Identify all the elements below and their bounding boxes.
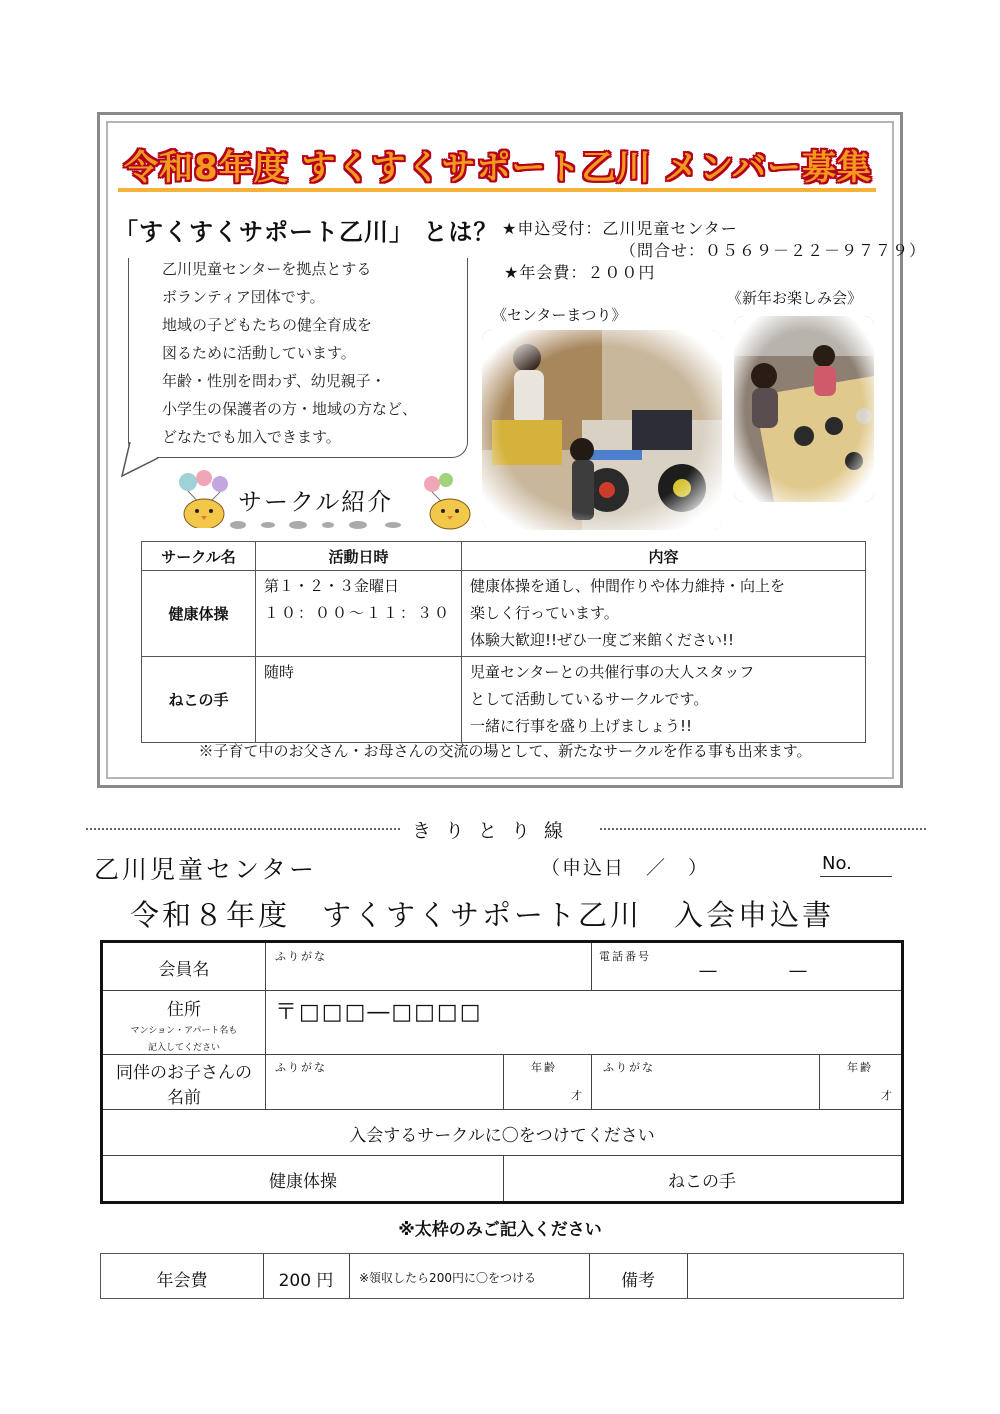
- row-divider: [103, 1054, 901, 1055]
- application-form: [100, 940, 904, 1204]
- table-row: [142, 571, 866, 657]
- col-divider: [591, 943, 592, 990]
- schedule-line: １０：００～１１：３０: [264, 604, 452, 622]
- remarks-label: 備考: [621, 1271, 655, 1291]
- child-label: 名前: [167, 1088, 201, 1108]
- child-name-field-2[interactable]: [593, 1075, 817, 1107]
- mascot-left: [174, 470, 230, 528]
- circle-select-prompt: 入会するサークルに〇をつけてください: [349, 1126, 655, 1146]
- content-line: 一緒に行事を盛り上げましょう!!: [470, 717, 693, 735]
- mascot-right: [418, 472, 474, 530]
- inquiry-info: （問合せ：０５６９－２２－９７７９）: [620, 241, 927, 260]
- cut-line-right: [600, 828, 926, 830]
- center-name: 乙川児童センター: [94, 855, 318, 884]
- poster-title: 令和8年度 すくすくサポート乙川 メンバー募集: [124, 148, 872, 188]
- circle-content: [462, 571, 866, 657]
- schedule-line: 随時: [264, 663, 295, 681]
- row-divider: [103, 1109, 901, 1110]
- circle-schedule: [256, 571, 462, 657]
- schedule-line: 第１・２・３金曜日: [264, 577, 400, 595]
- what-heading: 「すくすくサポート乙川」 とは？: [114, 218, 499, 246]
- description-line: 図るために活動しています。: [162, 344, 356, 362]
- furigana-label: ふりがな: [603, 1061, 655, 1074]
- age-label: 年齢: [531, 1061, 557, 1074]
- postal-code-field[interactable]: 〒□□□―□□□□: [275, 1000, 483, 1025]
- table-header-row: [142, 542, 866, 571]
- description-line: 地域の子どもたちの健全育成を: [162, 316, 373, 334]
- address-note: マンション・アパート名も: [130, 1026, 238, 1036]
- remarks-field[interactable]: [689, 1256, 901, 1296]
- content-line: 児童センターとの共催行事の大人スタッフ: [470, 663, 755, 681]
- bold-frame-note: ※太枠のみご記入ください: [398, 1220, 602, 1240]
- phone-label: 電話番号: [599, 950, 651, 963]
- table-header: サークル名: [142, 542, 256, 571]
- fee-note: ※領収したら200円に〇をつける: [359, 1271, 536, 1285]
- child-age-field-1[interactable]: [505, 1075, 565, 1107]
- col-divider: [819, 1054, 820, 1109]
- age-unit: 才: [881, 1089, 894, 1102]
- fee-amount: 200 円: [278, 1271, 334, 1291]
- table-row: [142, 657, 866, 743]
- col-divider: [687, 1254, 688, 1298]
- circle-name: ねこの手: [142, 657, 256, 743]
- description-line: 乙川児童センターを拠点とする: [162, 260, 372, 278]
- col-divider: [503, 1054, 504, 1109]
- description-line: 小学生の保護者の方・地域の方など、: [162, 400, 418, 418]
- address-note: 記入してください: [147, 1043, 220, 1053]
- annual-fee-info: ★年会費：２００円: [504, 263, 656, 282]
- cut-line-left: [86, 828, 400, 830]
- furigana-label: ふりがな: [275, 950, 327, 963]
- phone-dash: ―: [789, 961, 807, 981]
- fee-table: [100, 1253, 904, 1299]
- number-underline: [820, 876, 892, 877]
- col-divider: [265, 943, 266, 1109]
- phone-dash: ―: [699, 961, 717, 981]
- photo-label-festival: 《センターまつり》: [492, 306, 627, 324]
- apply-date: （申込日 ／ ）: [541, 857, 710, 879]
- circle-content: [462, 657, 866, 743]
- circle-table: [141, 541, 866, 743]
- table-header: 内容: [462, 542, 866, 571]
- age-unit: 才: [571, 1089, 584, 1102]
- circle-schedule: [256, 657, 462, 743]
- number-label: No.: [822, 853, 852, 874]
- circle-choice-kenko[interactable]: 健康体操: [269, 1172, 337, 1192]
- content-line: として活動しているサークルです。: [470, 690, 709, 708]
- content-line: 楽しく行っています。: [470, 604, 619, 622]
- circle-choice-nekonote[interactable]: ねこの手: [668, 1172, 736, 1192]
- table-header: 活動日時: [256, 542, 462, 571]
- member-name-label: 会員名: [158, 960, 210, 980]
- col-divider: [349, 1254, 350, 1298]
- description-line: ボランティア団体です。: [162, 288, 325, 306]
- photo-label-newyear: 《新年お楽しみ会》: [727, 289, 863, 307]
- description-line: 年齢・性別を問わず、幼児親子・: [162, 372, 386, 390]
- address-label: 住所: [167, 1000, 201, 1020]
- furigana-label: ふりがな: [275, 1061, 327, 1074]
- poster-note: ※子育て中のお父さん・お母さんの交流の場として、新たなサークルを作る事も出来ます。: [198, 742, 812, 760]
- child-name-field-1[interactable]: [267, 1075, 501, 1107]
- row-divider: [103, 990, 901, 991]
- newyear-photo: [734, 316, 874, 502]
- festival-photo: [482, 330, 722, 530]
- fee-label: 年会費: [156, 1271, 208, 1291]
- cloud-decoration: [228, 518, 418, 532]
- age-label: 年齢: [847, 1061, 873, 1074]
- cut-line-label: きりとり線: [412, 820, 578, 842]
- row-divider: [103, 1155, 901, 1156]
- circle-intro-heading: サークル紹介: [238, 488, 394, 516]
- col-divider: [591, 1054, 592, 1109]
- circle-name: 健康体操: [142, 571, 256, 657]
- member-name-field[interactable]: [267, 961, 589, 989]
- form-title: 令和８年度 すくすくサポート乙川 入会申込書: [130, 898, 835, 932]
- application-info: ★申込受付：乙川児童センター: [502, 219, 738, 238]
- title-underline: [118, 188, 876, 192]
- child-age-field-2[interactable]: [821, 1075, 877, 1107]
- content-line: 体験大歓迎!!ぜひ一度ご来館ください!!: [470, 631, 735, 649]
- description-line: どなたでも加入できます。: [162, 428, 341, 446]
- phone-field[interactable]: [593, 961, 899, 989]
- content-line: 健康体操を通し、仲間作りや体力維持・向上を: [470, 577, 786, 595]
- child-label: 同伴のお子さんの: [116, 1063, 252, 1083]
